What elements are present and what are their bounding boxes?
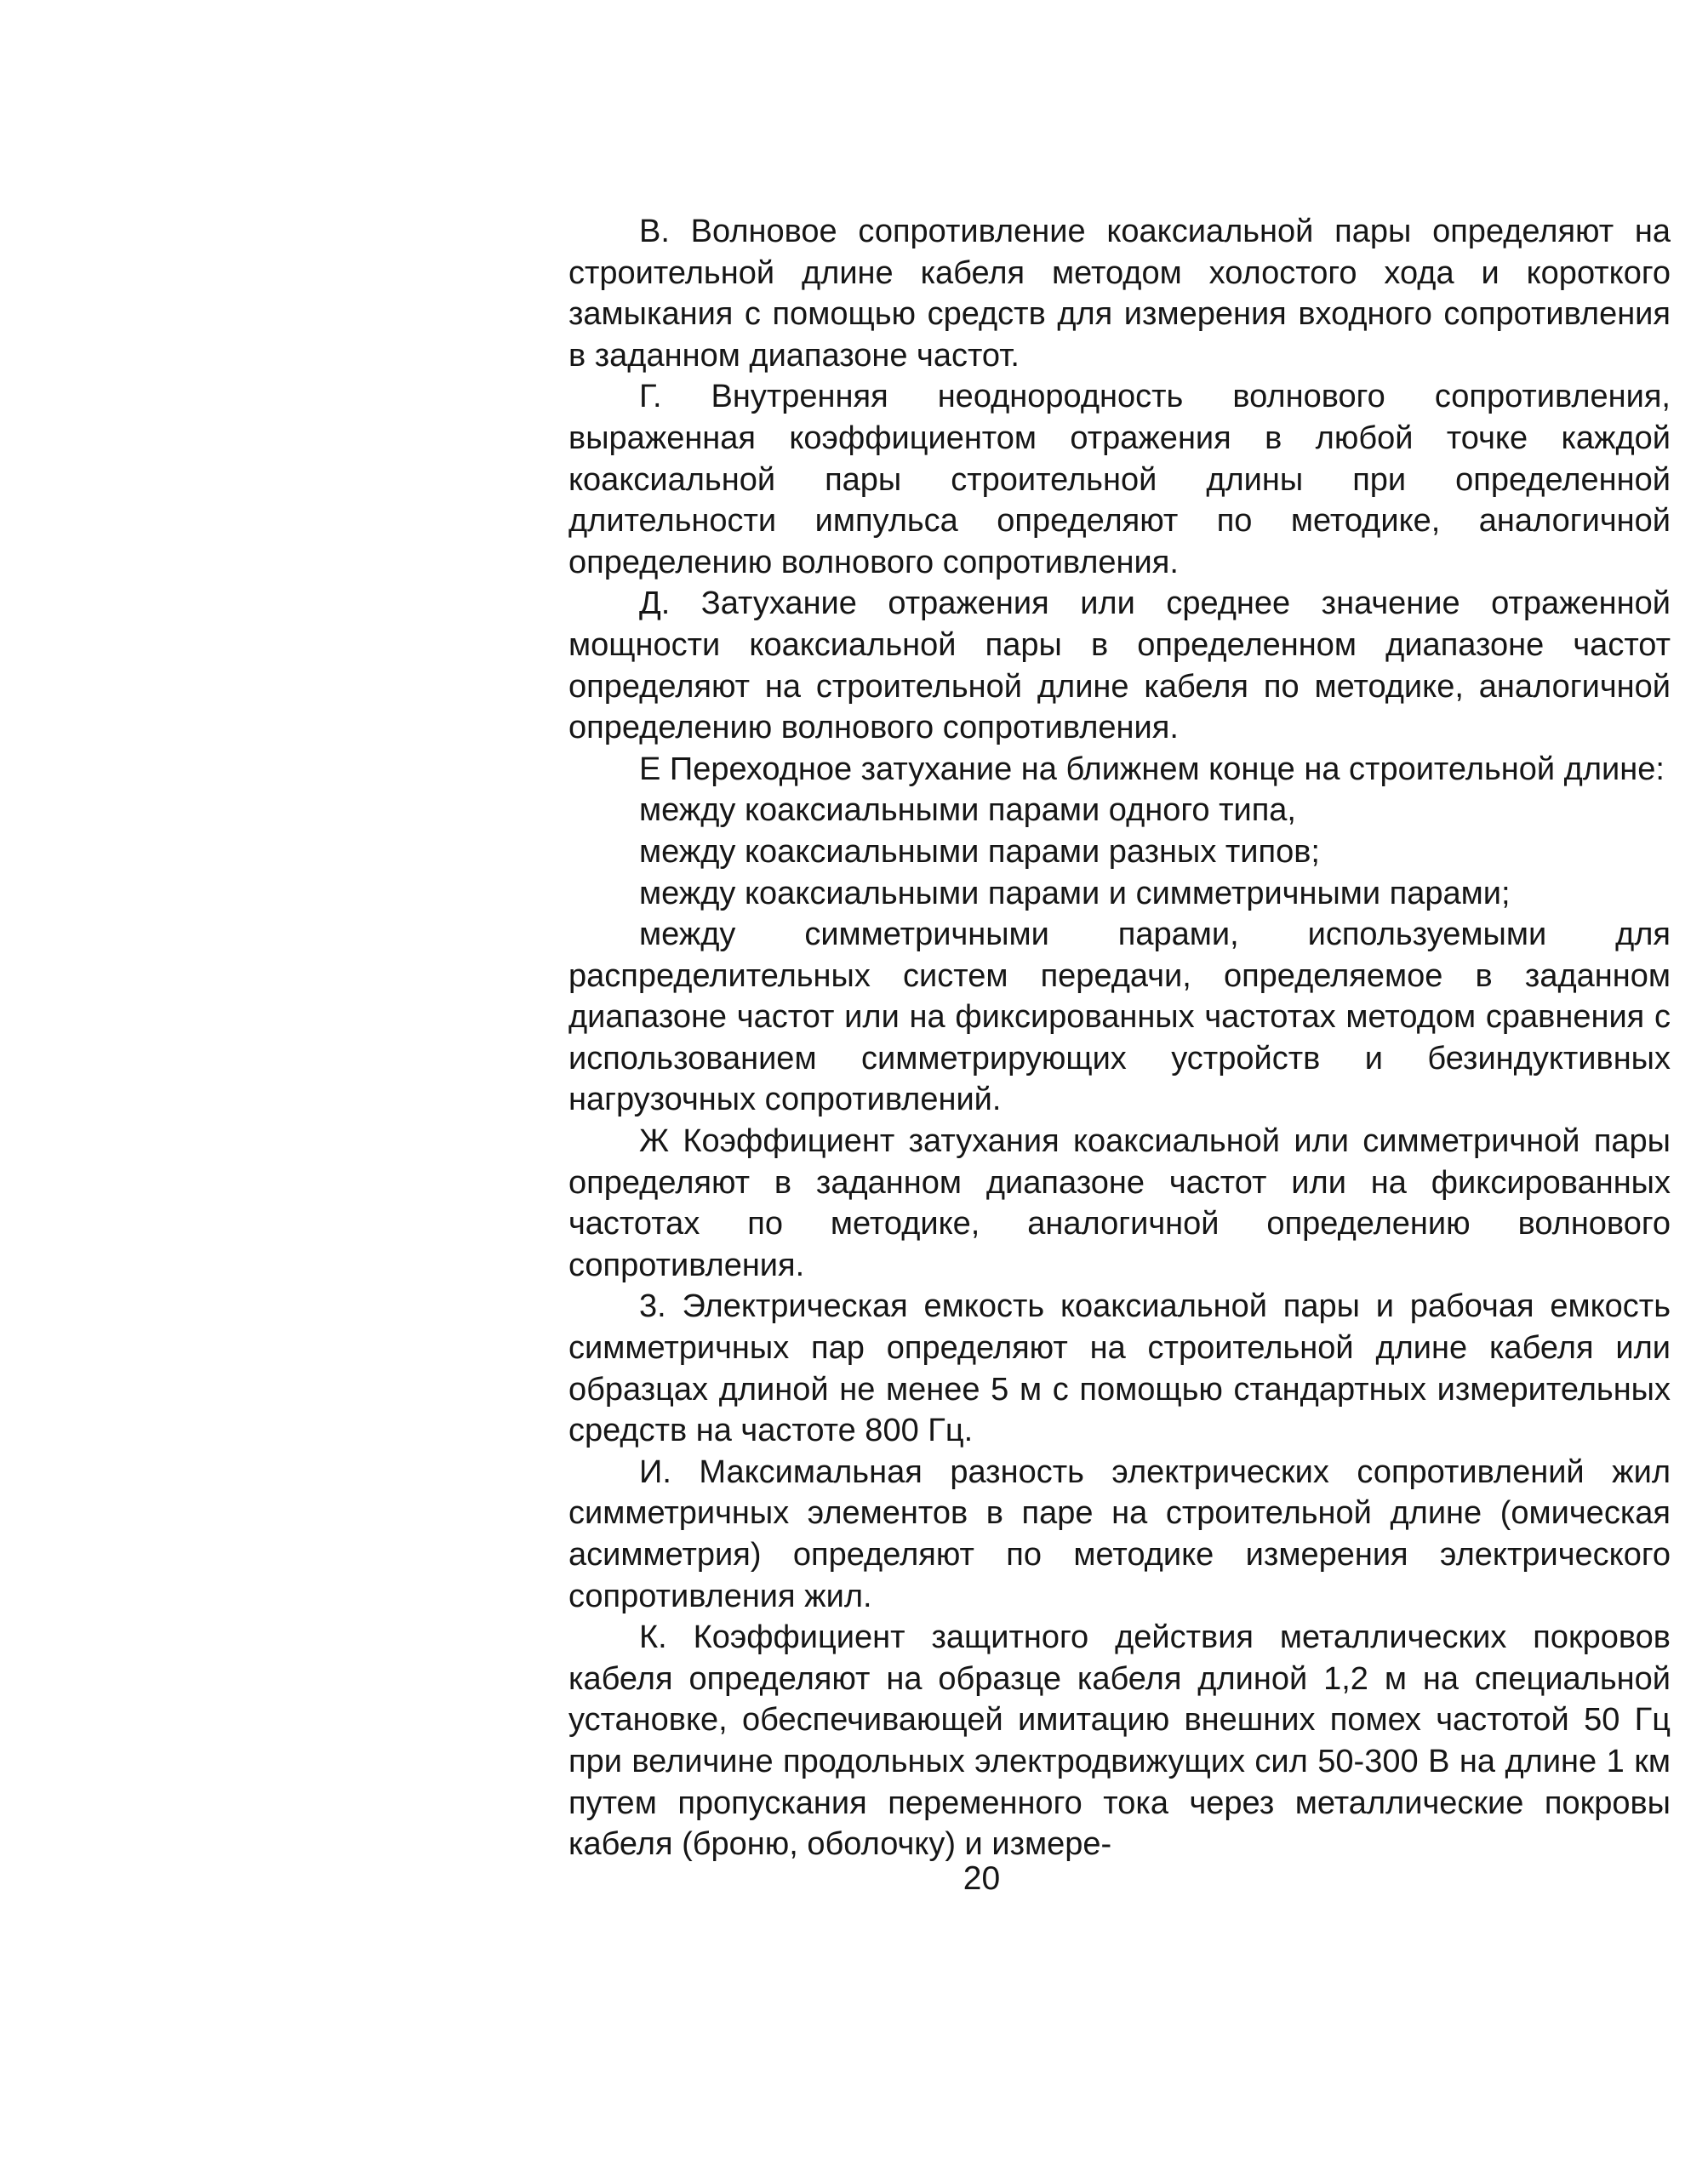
paragraph-k-screening-factor: К. Коэффициент защитного действия металлических покровов кабеля определяют на образце кабеля длиной 1,2 м на специальной установке, обеспечивающей имитацию внешних помех частотой 50 Гц при величине продольных электродвижущих сил 50-300 В на длине 1 км путем пропускания переменного тока через металлические покровы кабеля (броню, оболочку) и измере- (568, 1619, 1671, 1863)
paragraph-d-return-loss: Д. Затухание отражения или среднее значение отраженной мощности коаксиальной пары в определенном диапазоне частот определяют на строительной длине кабеля по методике, аналогичной определению волнового сопротивления. (568, 585, 1671, 746)
paragraph-g-inhomogeneity: Г. Внутренняя неоднородность волнового сопротивления, выраженная коэффициентом отражения в любой точке каждой коаксиальной пары строительной длины при определенной длительности импульса определяют по методике, аналогичной определению волнового сопротивления. (568, 379, 1671, 580)
paragraph-i-resistance-unbalance: И. Максимальная разность электрических сопротивлений жил симметричных элементов в паре на строительной длине (омическая асимметрия) определяют по методике измерения электрического сопротивления жил. (568, 1454, 1671, 1614)
list-item: между симметричными парами, используемыми для распределительных систем передачи, определяемое в заданном диапазоне частот или на фиксированных частотах методом сравнения с использованием симметрирующих устройств и безиндуктивных нагрузочных сопротивлений. (568, 917, 1671, 1118)
list-item: между коаксиальными парами одного типа, (639, 792, 1296, 829)
list-item: между коаксиальными парами и симметричными парами; (639, 875, 1511, 911)
list-item: между коаксиальными парами разных типов; (639, 833, 1320, 870)
paragraph-zh-attenuation: Ж Коэффициент затухания коаксиальной или симметричной пары определяют в заданном диапазоне частот или на фиксированных частотах по методике, аналогичной определению волнового сопротивления. (568, 1123, 1671, 1283)
page-number: 20 (963, 1860, 1001, 1897)
paragraph-z-capacitance: 3. Электрическая емкость коаксиальной пары и рабочая емкость симметричных пар определяют на строительной длине кабеля или образцах длиной не менее 5 м с помощью стандартных измерительных средств на частоте 800 Гц. (568, 1288, 1671, 1449)
paragraph-v-wave-impedance: В. Волновое сопротивление коаксиальной пары определяют на строительной длине кабеля методом холостого хода и короткого замыкания с помощью средств для измерения входного сопротивления в заданном диапазоне частот. (568, 214, 1671, 374)
document-body (568, 211, 1671, 1865)
paragraph-e-crosstalk: Е Переходное затухание на ближнем конце на строительной длине: (639, 751, 1665, 787)
